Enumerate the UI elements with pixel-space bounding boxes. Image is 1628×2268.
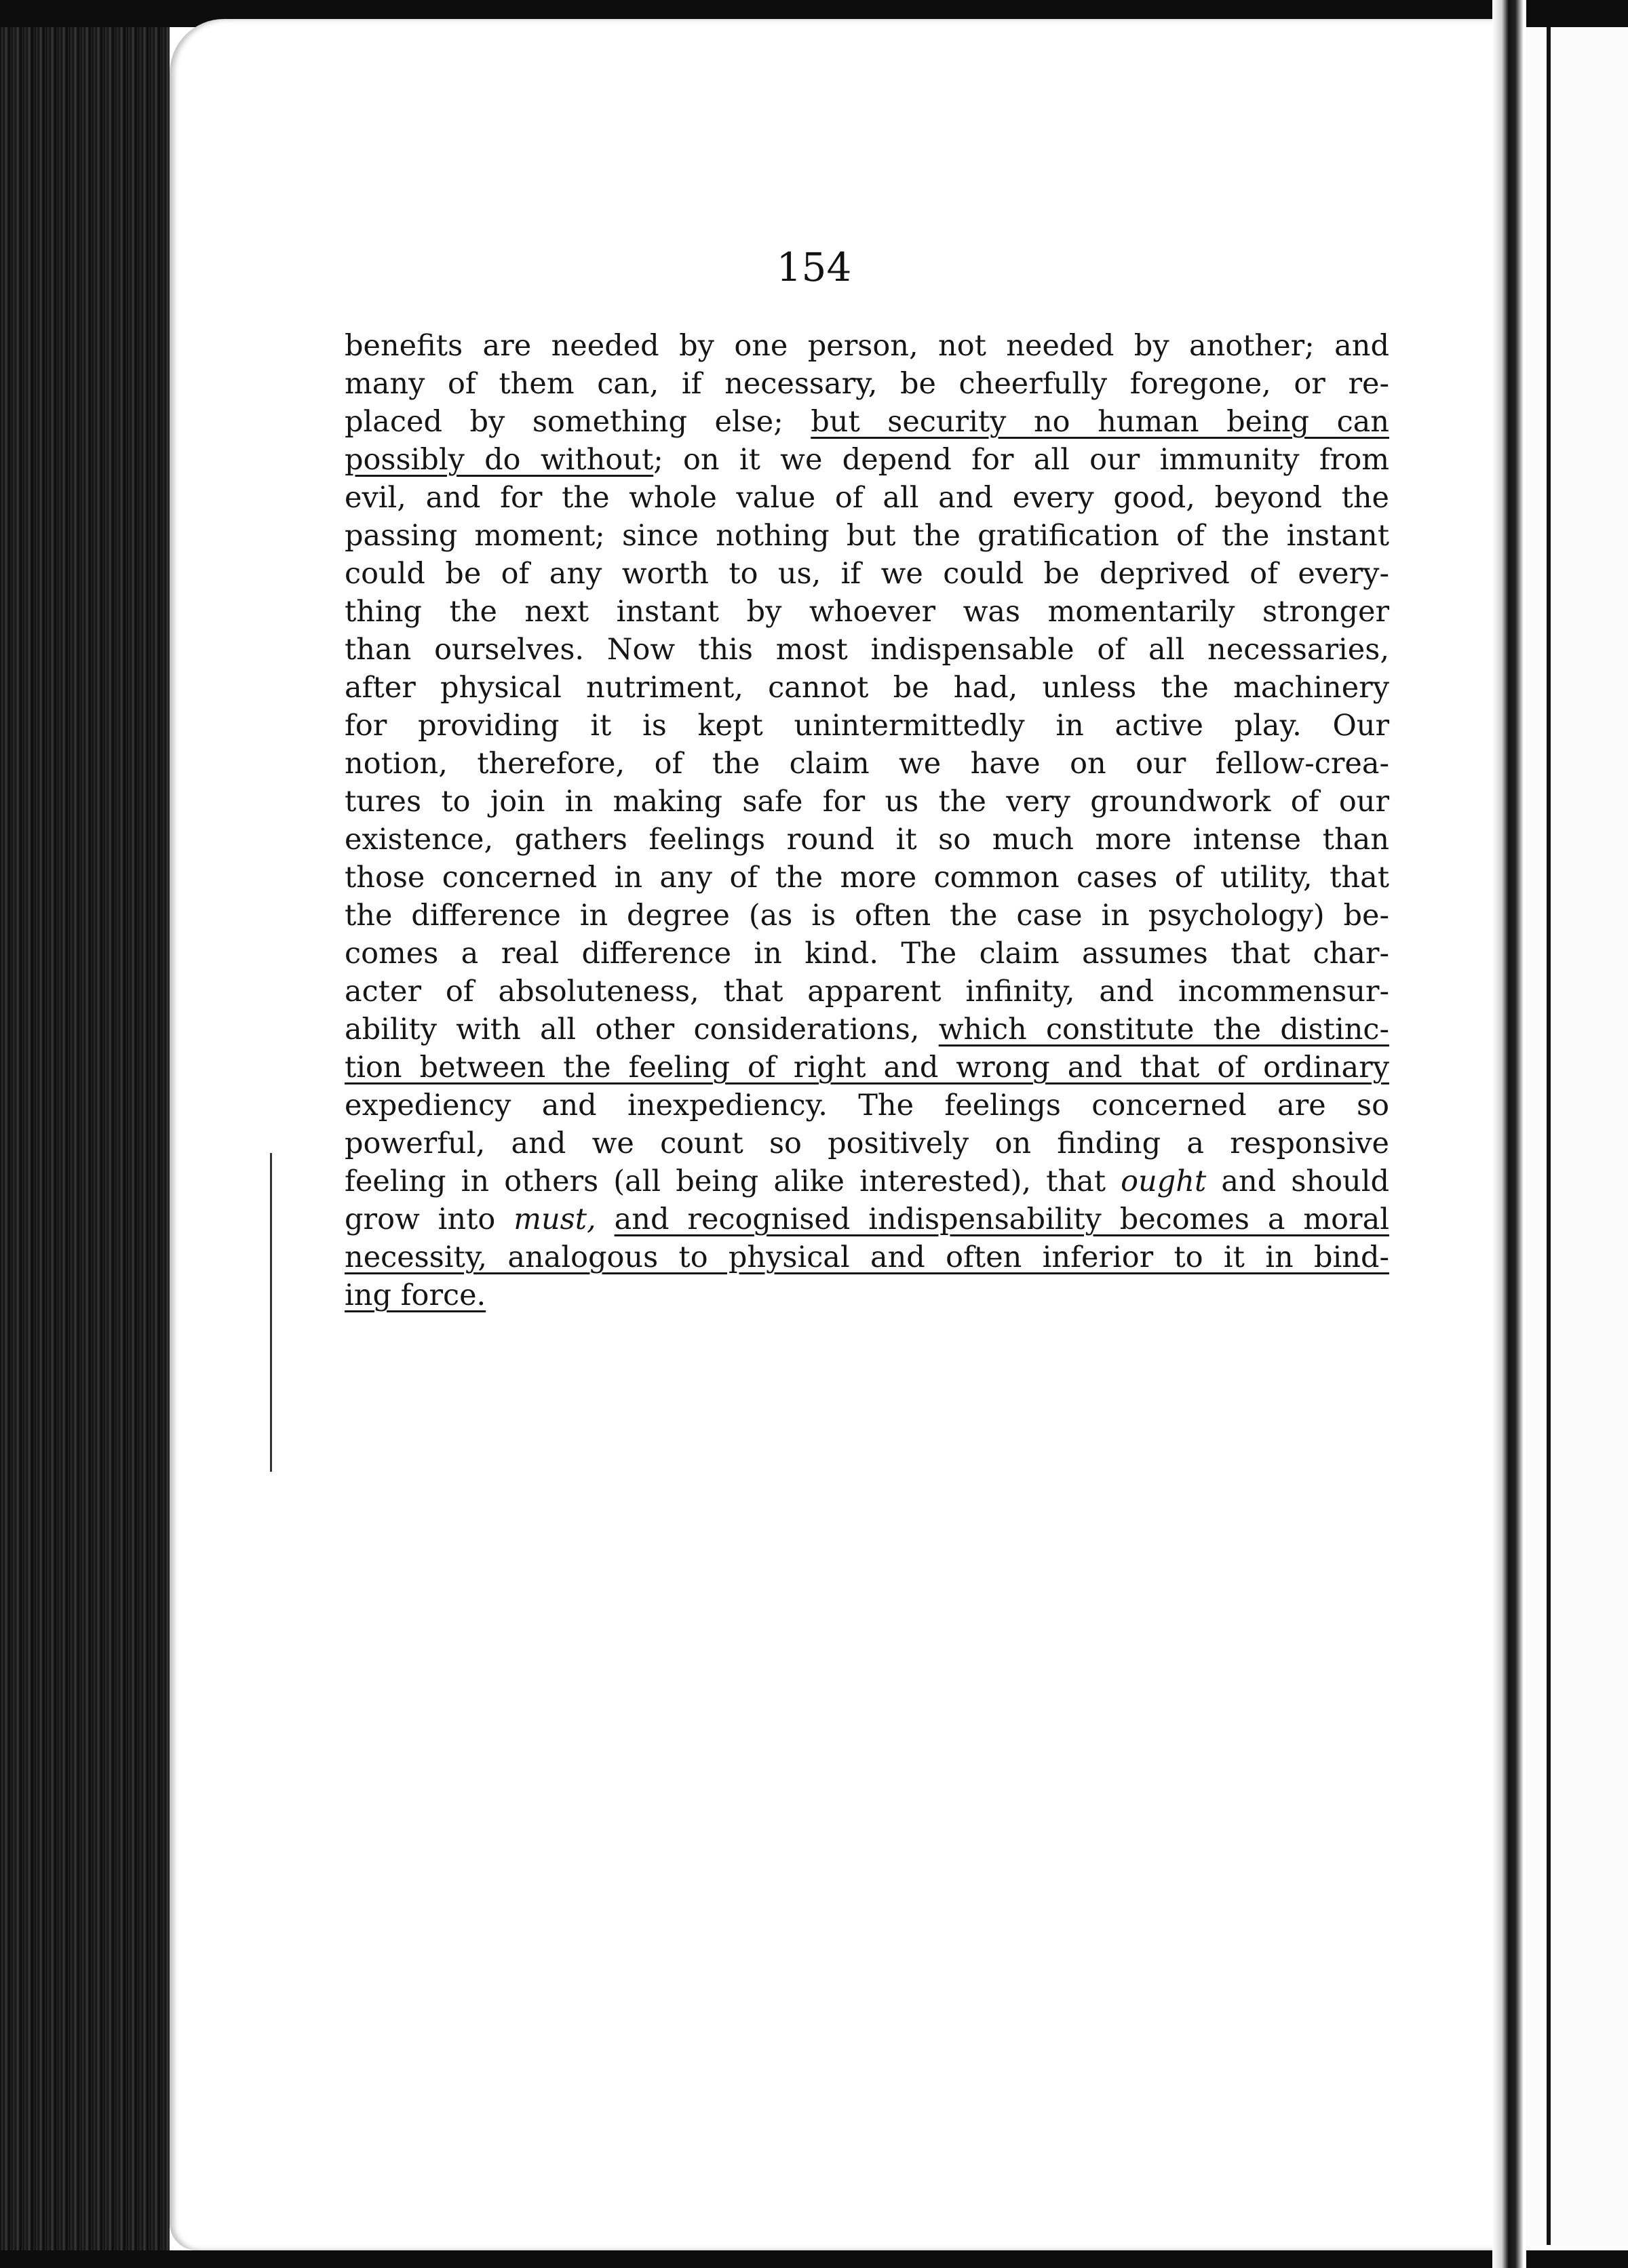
- text-line: [345, 935, 1389, 973]
- text-line: [345, 973, 1389, 1011]
- text-segment: powerful, and we count so positively on finding a responsive: [345, 1127, 1389, 1160]
- underlined-text: necessity, analogous to physical and often inferior to it in bind-: [345, 1240, 1389, 1274]
- underlined-text: ing force.: [345, 1278, 486, 1312]
- text-segment: evil, and for the whole value of all and every good, beyond the: [345, 481, 1389, 515]
- text-segment: ability with all other considerations,: [345, 1013, 939, 1047]
- text-line: [345, 707, 1389, 745]
- text-segment: passing moment; since nothing but the gratification of the instant: [345, 519, 1389, 553]
- scan-border-bottom: [0, 2250, 1628, 2268]
- italic-text: ought: [1121, 1165, 1207, 1198]
- text-line: [345, 479, 1389, 517]
- text-segment: ; on it we depend for all our immunity from: [653, 443, 1389, 477]
- text-segment: [596, 1203, 615, 1236]
- text-segment: existence, gathers feelings round it so much more intense than: [345, 823, 1389, 857]
- text-line: [345, 365, 1389, 403]
- underlined-text: and recognised indispensability becomes a moral: [614, 1203, 1390, 1236]
- text-segment: comes a real difference in kind. The claim assumes that char-: [345, 937, 1389, 971]
- text-line: [345, 783, 1389, 821]
- adjacent-page-edge: [1526, 27, 1628, 2252]
- text-segment: expediency and inexpediency. The feelings concerned are so: [345, 1089, 1389, 1122]
- text-segment: than ourselves. Now this most indispensable of all necessaries,: [345, 633, 1389, 667]
- text-line: [345, 1238, 1389, 1276]
- text-line: [345, 441, 1389, 479]
- text-line: [345, 1276, 1389, 1314]
- text-line: [345, 403, 1389, 441]
- text-segment: placed by something else;: [345, 405, 811, 439]
- text-segment: thing the next instant by whoever was momentarily stronger: [345, 595, 1389, 629]
- book-spine: [0, 0, 170, 2268]
- text-segment: many of them can, if necessary, be cheerfully foregone, or re-: [345, 367, 1389, 401]
- text-segment: could be of any worth to us, if we could be deprived of every-: [345, 557, 1389, 591]
- text-segment: benefits are needed by one person, not needed by another; and: [345, 329, 1389, 363]
- page-gutter: [1492, 0, 1526, 2268]
- text-segment: feeling in others (all being alike interested), that: [345, 1165, 1121, 1198]
- text-line: [345, 517, 1389, 555]
- text-line: [345, 631, 1389, 669]
- text-line: [345, 1087, 1389, 1125]
- text-segment: tures to join in making safe for us the very groundwork of our: [345, 785, 1389, 819]
- margin-pencil-mark: [270, 1153, 272, 1472]
- text-segment: grow into: [345, 1203, 514, 1236]
- text-line: [345, 859, 1389, 897]
- body-text: [345, 327, 1389, 1314]
- underlined-text: which constitute the distinc-: [938, 1013, 1389, 1047]
- page-edge-line: [1547, 27, 1551, 2245]
- underlined-text: tion between the feeling of right and wrong and that of ordinary: [345, 1051, 1389, 1084]
- underlined-text: but security no human being can: [811, 405, 1389, 439]
- text-line: [345, 593, 1389, 631]
- text-line: [345, 1162, 1389, 1200]
- text-segment: after physical nutriment, cannot be had, unless the machinery: [345, 671, 1389, 705]
- text-segment: and should: [1206, 1165, 1389, 1198]
- text-segment: acter of absoluteness, that apparent infinity, and incommensur-: [345, 975, 1389, 1009]
- page-number: 154: [776, 244, 852, 290]
- text-line: [345, 1011, 1389, 1049]
- text-line: [345, 897, 1389, 935]
- text-line: [345, 745, 1389, 783]
- text-line: [345, 1200, 1389, 1238]
- text-segment: notion, therefore, of the claim we have on our fellow-crea-: [345, 747, 1389, 781]
- text-segment: those concerned in any of the more common cases of utility, that: [345, 861, 1389, 895]
- underlined-text: possibly do without: [345, 443, 654, 477]
- text-line: [345, 1049, 1389, 1087]
- text-line: [345, 555, 1389, 593]
- text-segment: for providing it is kept unintermittedly in active play. Our: [345, 709, 1389, 743]
- text-line: [345, 1125, 1389, 1162]
- text-segment: the difference in degree (as is often the case in psychology) be-: [345, 899, 1389, 933]
- text-line: [345, 669, 1389, 707]
- text-line: [345, 327, 1389, 365]
- italic-text: must,: [513, 1203, 596, 1236]
- text-line: [345, 821, 1389, 859]
